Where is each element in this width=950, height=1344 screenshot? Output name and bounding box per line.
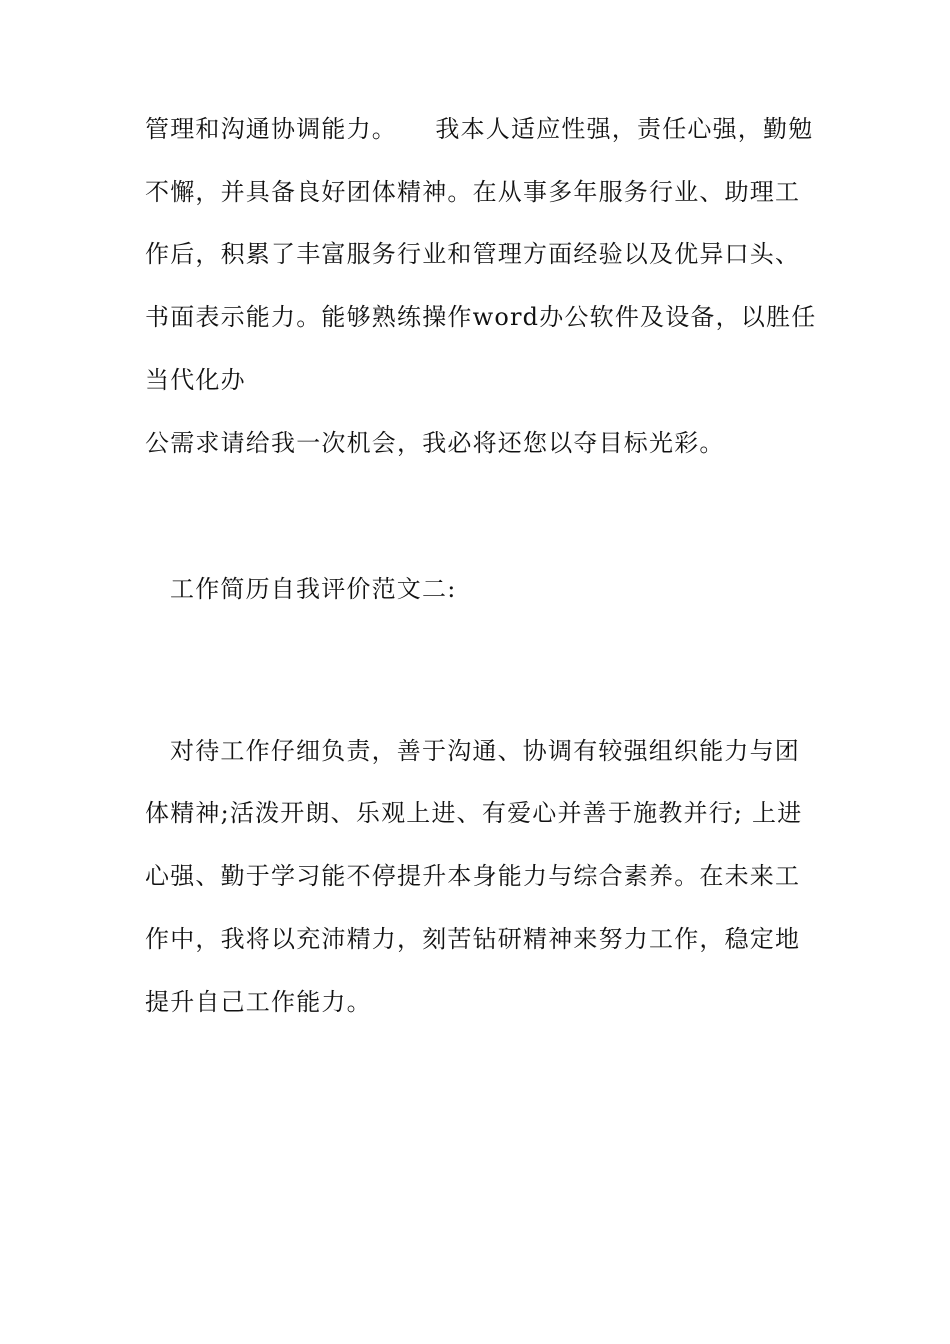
paragraph-1-line-5: 当代化办 [145,366,246,394]
paragraph-2-line-4: 作中，我将以充沛精力，刻苦钻研精神来努力工作，稳定地 [145,925,801,953]
paragraph-2-line-5: 提升自己工作能力。 [145,988,372,1016]
section-heading-2: 工作简历自我评价范文二: [170,575,457,603]
paragraph-2-line-2: 体精神;活泼开朗、乐观上进、有爱心并善于施教并行; 上进 [145,799,803,827]
paragraph-1-line-6: 公需求请给我一次机会，我必将还您以夺目标光彩。 [145,429,725,457]
paragraph-1-line-2: 不懈，并具备良好团体精神。在从事多年服务行业、助理工 [145,178,801,206]
paragraph-1-line-4: 书面表示能力。能够熟练操作word办公软件及设备，以胜任 [145,303,817,331]
paragraph-2-line-3: 心强、勤于学习能不停提升本身能力与综合素养。在未来工 [145,862,801,890]
paragraph-2-line-1: 对待工作仔细负责，善于沟通、协调有较强组织能力与团 [170,737,800,765]
paragraph-1-line-1: 管理和沟通协调能力。 我本人适应性强，责任心强，勤勉 [145,115,814,143]
paragraph-1-line-3: 作后，积累了丰富服务行业和管理方面经验以及优异口头、 [145,240,801,268]
